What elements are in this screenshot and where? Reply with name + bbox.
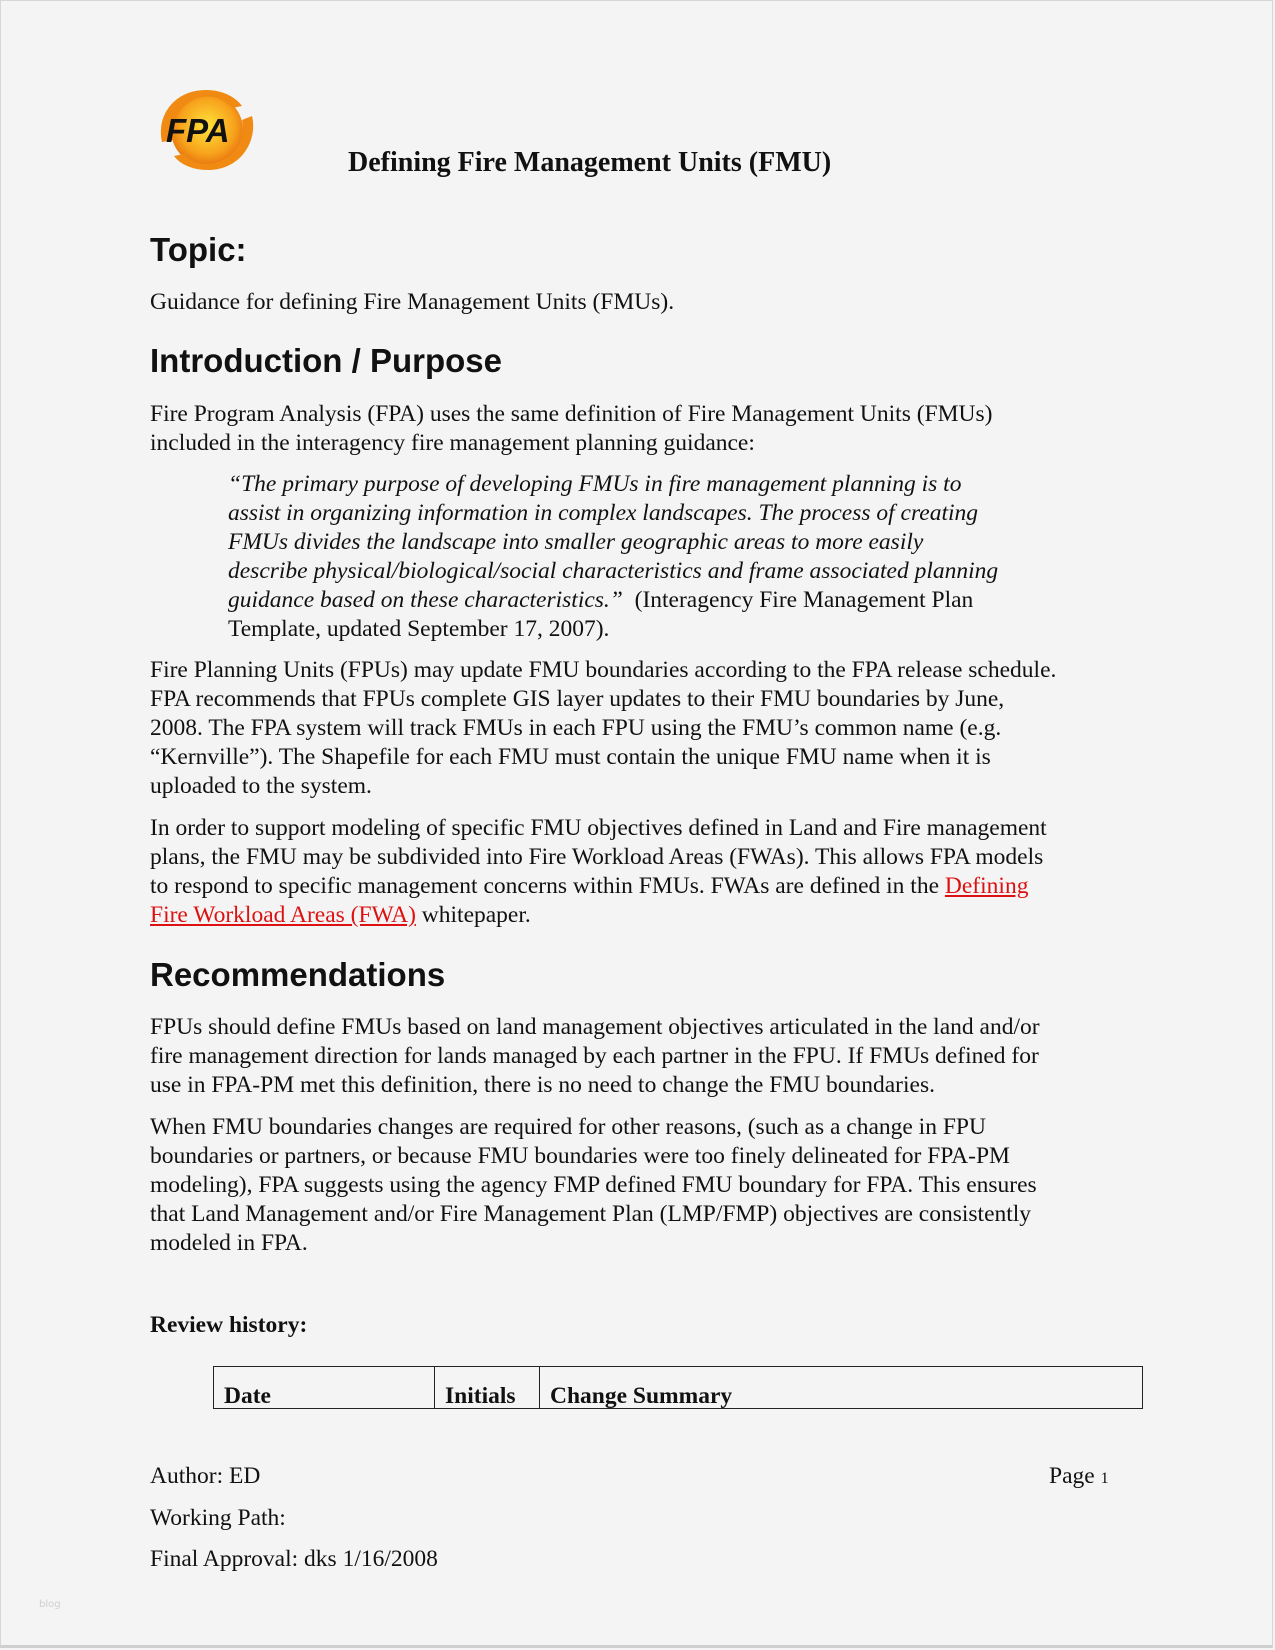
intro-paragraph-2 [150,656,1056,801]
quote-line: guidance based on these characteristics.” [228,587,623,613]
quote-citation: (Interagency Fire Management Plan [622,587,974,613]
review-history-table [213,1366,1143,1409]
text-line: FPA recommends that FPUs complete GIS layer updates to their FMU boundaries by June, [150,686,1005,712]
quote-line: describe physical/biological/social characteristics and frame associated planning [228,558,999,584]
page-number [1049,1463,1109,1490]
recommendations-paragraph-1 [150,1013,1040,1100]
text-line: boundaries or partners, or because FMU boundaries were too finely delineated for FPA-PM [150,1143,1010,1169]
defining-fwa-link-continued[interactable]: Fire Workload Areas (FWA) [150,902,416,928]
quote-citation: Template, updated September 17, 2007). [228,616,610,642]
text-line: uploaded to the system. [150,773,372,799]
footer-author: Author: ED [150,1463,261,1489]
column-header-change-summary: Change Summary [540,1367,1143,1409]
fpa-logo-icon [152,86,258,172]
topic-heading: Topic: [150,231,247,268]
document-title: Defining Fire Management Units (FMU) [348,147,832,178]
svg-text:FPA: FPA [166,112,230,149]
text-line: When FMU boundaries changes are required for other reasons, (such as a change in FPU [150,1114,986,1140]
text-line: FPUs should define FMUs based on land management objectives articulated in the land and/or [150,1014,1040,1040]
intro-paragraph-1 [150,400,992,458]
text-line: In order to support modeling of specific FMU objectives defined in Land and Fire management [150,815,1047,841]
defining-fwa-link[interactable]: Defining [944,873,1029,899]
text-line: included in the interagency fire management planning guidance: [150,430,755,456]
text-line: use in FPA-PM met this definition, there is no need to change the FMU boundaries. [150,1072,935,1098]
text-line: Fire Planning Units (FPUs) may update FMU boundaries according to the FPA release schedule. [150,657,1057,683]
text-line: Fire Program Analysis (FPA) uses the same definition of Fire Management Units (FMUs) [150,401,993,427]
quote-line: FMUs divides the landscape into smaller geographic areas to more easily [228,529,924,555]
text-line: that Land Management and/or Fire Management Plan (LMP/FMP) objectives are consistently [150,1201,1032,1227]
page-number-value: 1 [1100,1470,1109,1487]
recommendations-paragraph-2 [150,1113,1037,1258]
text-line: plans, the FMU may be subdivided into Fire Workload Areas (FWAs). This allows FPA models [150,844,1044,870]
column-header-initials: Initials [435,1367,540,1409]
text-line: fire management direction for lands managed by each partner in the FPU. If FMUs defined for [150,1043,1039,1069]
table-header-row [214,1367,1143,1409]
column-header-date: Date [214,1367,435,1409]
text-line: “Kernville”). The Shapefile for each FMU must contain the unique FMU name when it is [150,744,991,770]
quote-line: assist in organizing information in complex landscapes. The process of creating [228,500,979,526]
text-line: modeled in FPA. [150,1230,308,1256]
topic-text: Guidance for defining Fire Management Units (FMUs). [150,289,675,315]
page-label: Page [1049,1463,1101,1489]
quote-line: “The primary purpose of developing FMUs in fire management planning is to [228,471,962,497]
text-line: to respond to specific management concerns within FMUs. FWAs are defined in the [150,873,945,899]
recommendations-heading: Recommendations [150,956,446,993]
intro-paragraph-3 [150,814,1047,930]
text-line: 2008. The FPA system will track FMUs in each FPU using the FMU’s common name (e.g. [150,715,1002,741]
text-line: whitepaper. [415,902,531,928]
footer-working-path: Working Path: [150,1505,286,1531]
footer-final-approval: Final Approval: dks 1/16/2008 [150,1546,438,1572]
text-line: modeling), FPA suggests using the agency FMP defined FMU boundary for FPA. This ensures [150,1172,1037,1198]
review-history-heading: Review history: [150,1312,308,1338]
watermark: blog [39,1599,61,1610]
intro-quote [228,470,998,644]
intro-heading: Introduction / Purpose [150,342,502,379]
